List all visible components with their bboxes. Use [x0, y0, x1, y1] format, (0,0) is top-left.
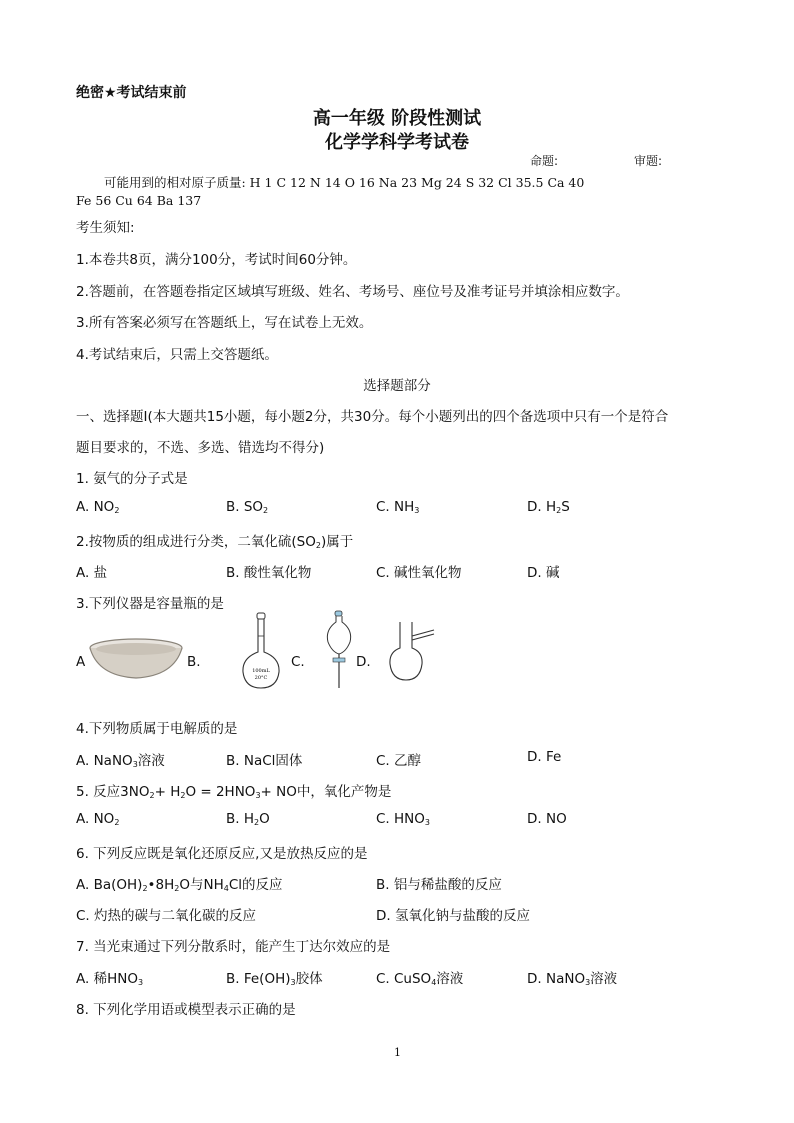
q3-option-d: D.: [356, 654, 371, 670]
reviewer-label: 审题:: [634, 154, 663, 168]
q4-option-a: A. NaNO$_3$溶液: [76, 753, 165, 769]
notice-item: 4.考试结束后，只需上交答题纸。: [76, 347, 278, 363]
q7-option-d: D. NaNO$_3$溶液: [527, 971, 618, 987]
question-5-stem: 5. 反应$3NO_2+ H_2O = 2HNO_3+$ NO中，氧化产物是: [76, 784, 392, 800]
q6-option-b: B. 铝与稀盐酸的反应: [376, 877, 502, 893]
atomic-mass-line2: Fe 56 Cu 64 Ba 137: [76, 193, 202, 208]
section-title: 选择题部分: [363, 378, 431, 394]
flask-label-volume: 100mL: [252, 668, 270, 674]
q3-option-c: C.: [291, 654, 305, 670]
section-intro-line1: 一、选择题Ⅰ(本大题共15小题，每小题2分，共30分。每个小题列出的四个备选项中只有一个是符合: [76, 409, 669, 425]
confidential-label: 绝密★考试结束前: [76, 85, 187, 101]
q2-option-b: B. 酸性氧化物: [226, 565, 312, 581]
q1-option-c: C. $NH_3$: [376, 499, 420, 515]
q2-option-c: C. 碱性氧化物: [376, 565, 462, 581]
distillation-flask-image: [388, 620, 438, 682]
q3-option-a: A: [76, 654, 86, 670]
q5-option-c: C. $HNO_3$: [376, 811, 430, 827]
exam-title-line1: 高一年级 阶段性测试: [312, 108, 482, 129]
notice-item: 1.本卷共8页，满分100分，考试时间60分钟。: [76, 252, 357, 268]
setter-label: 命题:: [530, 154, 559, 168]
flask-label-temperature: 20°C: [254, 675, 268, 681]
notice-title: 考生须知:: [76, 220, 135, 236]
question-2-stem: 2.按物质的组成进行分类，二氧化硫$(SO_2)$属于: [76, 534, 354, 550]
question-6-stem: 6. 下列反应既是氧化还原反应,又是放热反应的是: [76, 846, 368, 862]
volumetric-flask-image: [240, 612, 282, 690]
q2-option-a: A. 盐: [76, 565, 108, 581]
atomic-mass-line1: 可能用到的相对原子质量: H 1 C 12 N 14 O 16 Na 23 Mg 24 S 32 Cl 35.5 Ca 40: [104, 175, 585, 190]
q4-option-b: B. NaCl固体: [226, 753, 303, 769]
question-1-stem: 1. 氨气的分子式是: [76, 471, 188, 487]
q7-option-a: A. 稀$HNO_3$: [76, 971, 144, 987]
section-intro-line2: 题目要求的，不选、多选、错选均不得分): [76, 440, 325, 456]
evaporating-dish-image: [86, 636, 186, 682]
q1-option-a: A. $NO_2$: [76, 499, 120, 515]
notice-item: 3.所有答案必须写在答题纸上，写在试卷上无效。: [76, 315, 373, 331]
q5-option-d: D. NO: [527, 811, 567, 827]
q3-option-b: B.: [187, 654, 201, 670]
q2-option-d: D. 碱: [527, 565, 560, 581]
exam-title-line2: 化学学科学考试卷: [325, 132, 469, 153]
q4-option-d: D. Fe: [527, 749, 562, 765]
q7-option-c: C. CuSO$_4$溶液: [376, 971, 464, 987]
q6-option-d: D. 氢氧化钠与盐酸的反应: [376, 908, 530, 924]
q6-option-a: A. $Ba(OH)_2•8H_2O$与$NH_4Cl$的反应: [76, 877, 283, 893]
q7-option-b: B. $Fe(OH)_3$胶体: [226, 971, 323, 987]
q1-option-d: D. $H_2S$: [527, 499, 570, 515]
q4-option-c: C. 乙醇: [376, 753, 422, 769]
page-number: 1: [394, 1046, 401, 1059]
question-8-stem: 8. 下列化学用语或模型表示正确的是: [76, 1002, 296, 1018]
q1-option-b: B. $SO_2$: [226, 499, 269, 515]
question-3-stem: 3.下列仪器是容量瓶的是: [76, 596, 224, 612]
notice-item: 2.答题前，在答题卷指定区域填写班级、姓名、考场号、座位号及准考证号并填涂相应数字。: [76, 284, 629, 300]
question-7-stem: 7. 当光束通过下列分散系时，能产生丁达尔效应的是: [76, 939, 391, 955]
q6-option-c: C. 灼热的碳与二氧化碳的反应: [76, 908, 257, 924]
question-4-stem: 4.下列物质属于电解质的是: [76, 721, 238, 737]
q5-option-a: A. $NO_2$: [76, 811, 120, 827]
separatory-funnel-image: [322, 610, 356, 690]
q5-option-b: B. $H_2O$: [226, 811, 270, 827]
